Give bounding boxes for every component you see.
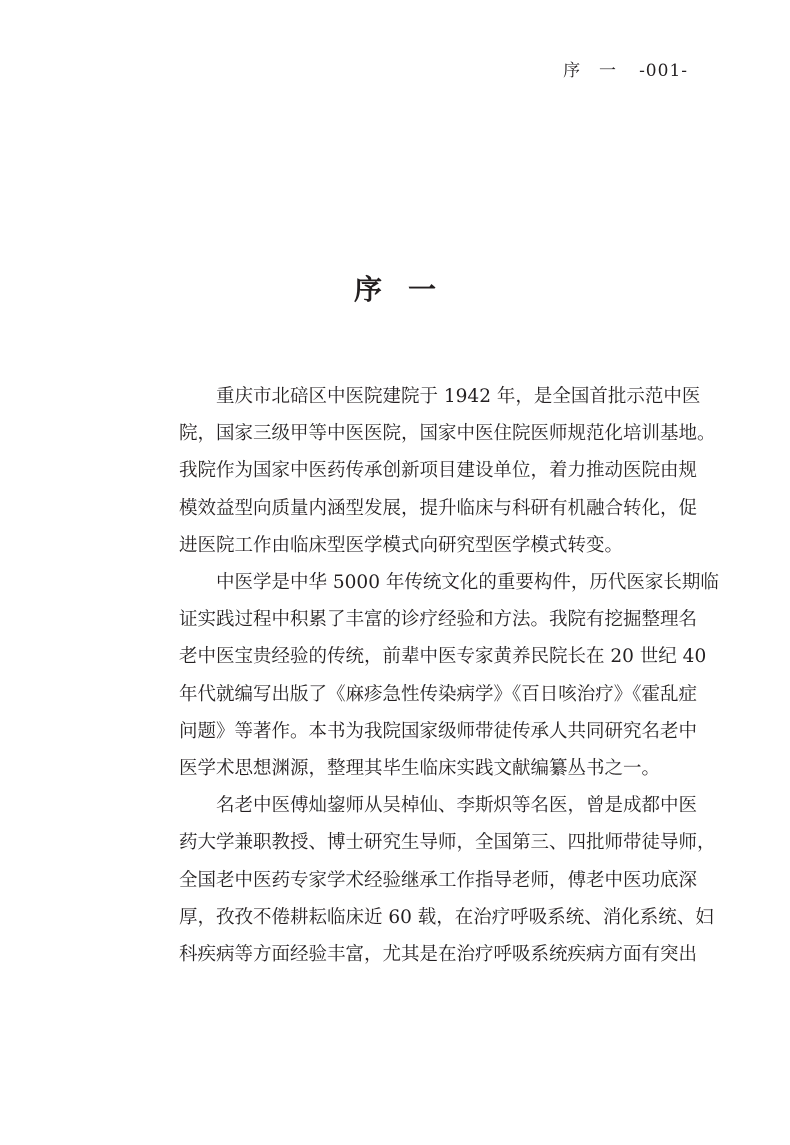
text-line: 年代就编写出版了《麻疹急性传染病学》《百日咳治疗》《霍乱症 — [179, 683, 698, 705]
body-text — [142, 378, 719, 973]
text-line: 老中医宝贵经验的传统，前辈中医专家黄养民院长在 20 世纪 40 — [179, 646, 707, 668]
running-header — [563, 56, 688, 81]
text-line: 名老中医傅灿鋆师从吴棹仙、李斯炽等名医，曾是成都中医 — [216, 795, 698, 817]
paragraph-2 — [142, 564, 719, 787]
text-line: 我院作为国家中医药传承创新项目建设单位，着力推动医院由规 — [179, 460, 698, 482]
text-line: 全国老中医药专家学术经验继承工作指导老师，傅老中医功底深 — [179, 869, 698, 891]
text-line: 问题》等著作。本书为我院国家级师带徒传承人共同研究名老中 — [179, 720, 698, 742]
paragraph-1 — [142, 378, 716, 564]
chapter-title: 序一 — [353, 273, 462, 306]
running-header-title: 序 一 — [563, 61, 618, 81]
text-line: 医学术思想渊源，整理其毕生临床实践文献编纂丛书之一。 — [179, 758, 661, 780]
text-line: 院，国家三级甲等中医医院，国家中医住院医师规范化培训基地。 — [179, 423, 716, 445]
page-number: -001- — [639, 61, 688, 81]
text-line: 药大学兼职教授、博士研究生导师，全国第三、四批师带徒导师， — [179, 832, 716, 854]
paragraph-3 — [142, 787, 716, 973]
text-line: 模效益型向质量内涵型发展，提升临床与科研有机融合转化，促 — [179, 497, 698, 519]
text-line: 科疾病等方面经验丰富，尤其是在治疗呼吸系统疾病方面有突出 — [179, 944, 698, 966]
text-line: 进医院工作由临床型医学模式向研究型医学模式转变。 — [179, 534, 624, 556]
text-line: 重庆市北碚区中医院建院于 1942 年，是全国首批示范中医 — [216, 386, 701, 407]
text-line: 厚，孜孜不倦耕耘临床近 60 载，在治疗呼吸系统、消化系统、妇 — [179, 906, 714, 928]
text-line: 证实践过程中积累了丰富的诊疗经验和方法。我院有挖掘整理名 — [179, 609, 698, 631]
text-line: 中医学是中华 5000 年传统文化的重要构件，历代医家长期临 — [216, 572, 719, 594]
